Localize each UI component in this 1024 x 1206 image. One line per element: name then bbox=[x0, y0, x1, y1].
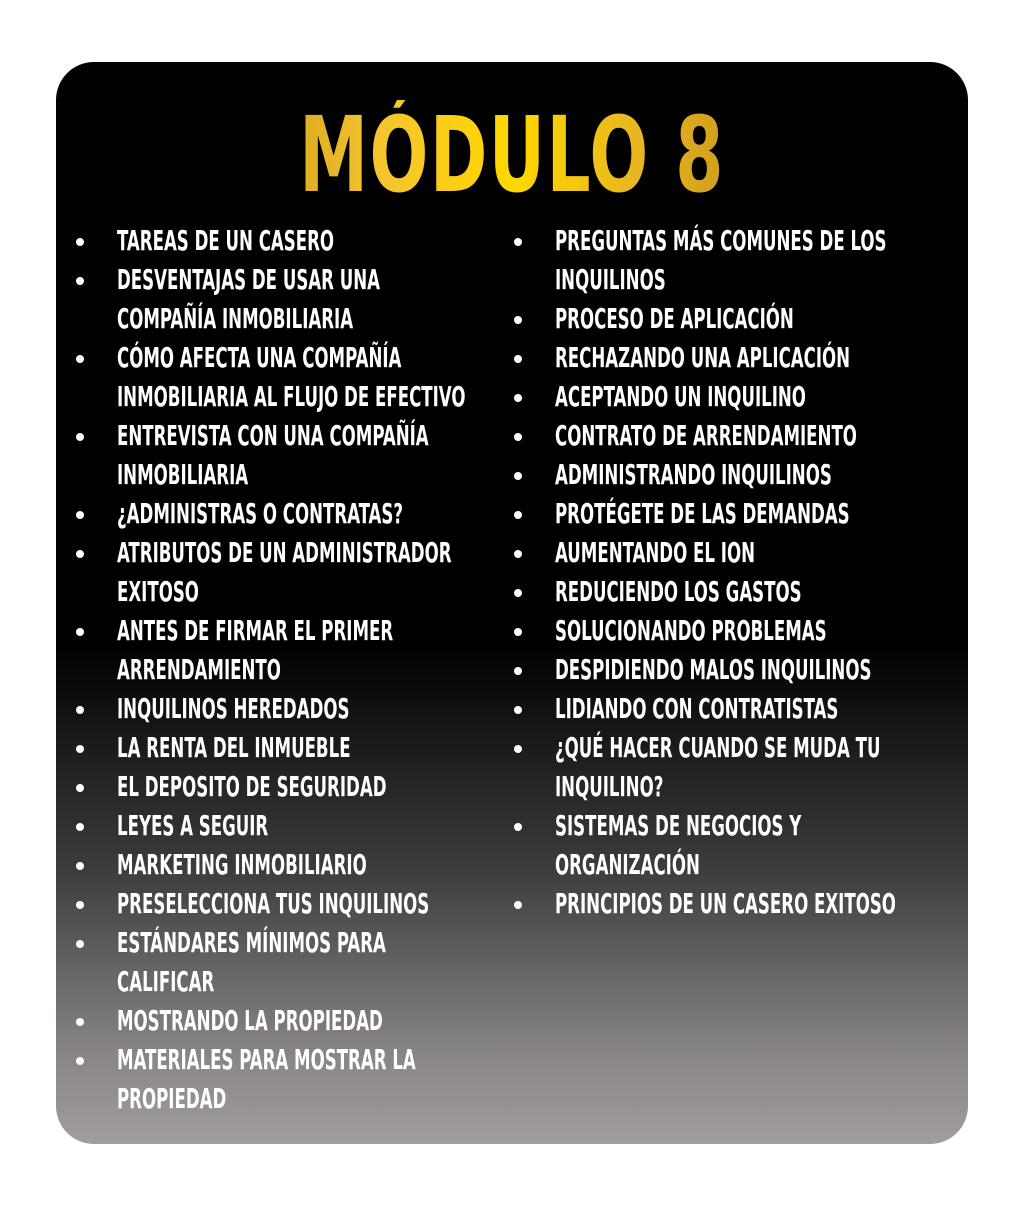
topic-item bbox=[56, 728, 476, 767]
topic-label bbox=[117, 845, 473, 884]
topic-label-line: AUMENTANDO EL ION bbox=[555, 536, 756, 569]
topic-item bbox=[56, 923, 476, 1001]
bullet-icon bbox=[76, 901, 84, 909]
topic-item bbox=[56, 494, 476, 533]
topic-label bbox=[555, 299, 911, 338]
bullet-icon bbox=[76, 238, 84, 246]
topic-label bbox=[555, 338, 911, 377]
topic-item bbox=[56, 221, 476, 260]
topic-item bbox=[494, 728, 914, 806]
topic-label-line: PRESELECCIONA TUS INQUILINOS bbox=[117, 887, 430, 920]
bullet-icon bbox=[76, 355, 84, 363]
topic-label-line: SOLUCIONANDO PROBLEMAS bbox=[555, 614, 827, 647]
topic-label-line: ARRENDAMIENTO bbox=[117, 653, 281, 686]
topic-label bbox=[117, 416, 473, 494]
topic-label-line: INMOBILIARIA bbox=[117, 458, 249, 491]
topic-label bbox=[117, 221, 473, 260]
module-card bbox=[56, 62, 968, 1144]
topic-label-line: PROCESO DE APLICACIÓN bbox=[555, 302, 794, 335]
topic-label-line: ADMINISTRANDO INQUILINOS bbox=[555, 458, 832, 491]
topic-item bbox=[56, 845, 476, 884]
bullet-icon bbox=[514, 394, 522, 402]
topic-label-line: CÓMO AFECTA UNA COMPAÑÍA bbox=[117, 341, 402, 374]
bullet-icon bbox=[514, 589, 522, 597]
topic-label bbox=[117, 689, 473, 728]
topic-label bbox=[117, 611, 473, 689]
topic-label bbox=[555, 650, 911, 689]
topic-label-line: INQUILINOS HEREDADOS bbox=[117, 692, 350, 725]
bullet-icon bbox=[514, 628, 522, 636]
topic-item bbox=[56, 338, 476, 416]
bullet-icon bbox=[514, 667, 522, 675]
bullet-icon bbox=[76, 706, 84, 714]
topic-item bbox=[494, 806, 914, 884]
topic-label bbox=[117, 884, 473, 923]
topic-item bbox=[494, 338, 914, 377]
topic-label bbox=[555, 533, 911, 572]
bullet-icon bbox=[76, 823, 84, 831]
topic-label bbox=[117, 806, 473, 845]
topic-label bbox=[117, 1040, 473, 1118]
topic-label-line: MOSTRANDO LA PROPIEDAD bbox=[117, 1004, 383, 1037]
topic-label-line: MARKETING INMOBILIARIO bbox=[117, 848, 367, 881]
bullet-icon bbox=[514, 433, 522, 441]
bullet-icon bbox=[514, 472, 522, 480]
topic-item bbox=[494, 572, 914, 611]
topic-label bbox=[117, 1001, 473, 1040]
bullet-icon bbox=[514, 355, 522, 363]
topic-label-line: MATERIALES PARA MOSTRAR LA bbox=[117, 1043, 416, 1076]
bullet-icon bbox=[514, 823, 522, 831]
topic-label-line: CONTRATO DE ARRENDAMIENTO bbox=[555, 419, 857, 452]
topic-label bbox=[117, 728, 473, 767]
topic-label bbox=[555, 377, 911, 416]
topic-label bbox=[555, 416, 911, 455]
topic-item bbox=[494, 611, 914, 650]
topic-label-line: EL DEPOSITO DE SEGURIDAD bbox=[117, 770, 387, 803]
bullet-icon bbox=[76, 1018, 84, 1026]
topic-label-line: ORGANIZACIÓN bbox=[555, 848, 700, 881]
topic-label-line: ¿ADMINISTRAS O CONTRATAS? bbox=[117, 497, 404, 530]
topic-label-line: ACEPTANDO UN INQUILINO bbox=[555, 380, 806, 413]
topic-label-line: REDUCIENDO LOS GASTOS bbox=[555, 575, 802, 608]
topic-list-left bbox=[56, 221, 476, 1118]
topic-item bbox=[56, 1040, 476, 1118]
topic-label-line: INQUILINO? bbox=[555, 770, 664, 803]
bullet-icon bbox=[514, 511, 522, 519]
topic-label-line: ENTREVISTA CON UNA COMPAÑÍA bbox=[117, 419, 429, 452]
topic-label bbox=[555, 689, 911, 728]
topic-label bbox=[117, 767, 473, 806]
bullet-icon bbox=[76, 940, 84, 948]
bullet-icon bbox=[76, 550, 84, 558]
topic-item bbox=[56, 260, 476, 338]
topic-label-line: COMPAÑÍA INMOBILIARIA bbox=[117, 302, 354, 335]
topic-label-line: ¿QUÉ HACER CUANDO SE MUDA TU bbox=[555, 731, 881, 764]
topic-item bbox=[494, 884, 914, 923]
topic-item bbox=[494, 494, 914, 533]
topic-label-line: DESVENTAJAS DE USAR UNA bbox=[117, 263, 381, 296]
module-title: MÓDULO 8 bbox=[175, 100, 850, 210]
topic-label-line: ANTES DE FIRMAR EL PRIMER bbox=[117, 614, 394, 647]
topic-label-line: EXITOSO bbox=[117, 575, 199, 608]
topic-label bbox=[555, 611, 911, 650]
topic-item bbox=[56, 611, 476, 689]
topic-item bbox=[494, 377, 914, 416]
topic-label-line: SISTEMAS DE NEGOCIOS Y bbox=[555, 809, 802, 842]
topic-item bbox=[56, 884, 476, 923]
topic-label bbox=[555, 806, 911, 884]
bullet-icon bbox=[76, 433, 84, 441]
topic-label bbox=[555, 728, 911, 806]
bullet-icon bbox=[76, 277, 84, 285]
topic-item bbox=[56, 533, 476, 611]
topic-item bbox=[56, 806, 476, 845]
topic-item bbox=[56, 767, 476, 806]
topic-label-line: PRINCIPIOS DE UN CASERO EXITOSO bbox=[555, 887, 896, 920]
bullet-icon bbox=[76, 628, 84, 636]
bullet-icon bbox=[514, 550, 522, 558]
bullet-icon bbox=[514, 316, 522, 324]
bullet-icon bbox=[514, 706, 522, 714]
topic-label bbox=[555, 884, 911, 923]
topic-item bbox=[494, 650, 914, 689]
topic-label bbox=[117, 494, 473, 533]
topic-label-line: CALIFICAR bbox=[117, 965, 215, 998]
topic-label bbox=[117, 338, 473, 416]
bullet-icon bbox=[76, 511, 84, 519]
topic-label-line: LIDIANDO CON CONTRATISTAS bbox=[555, 692, 839, 725]
topic-item bbox=[494, 299, 914, 338]
topic-label-line: INMOBILIARIA AL FLUJO DE EFECTIVO bbox=[117, 380, 466, 413]
topic-item bbox=[494, 689, 914, 728]
topic-label bbox=[117, 260, 473, 338]
bullet-icon bbox=[76, 862, 84, 870]
topic-label-line: RECHAZANDO UNA APLICACIÓN bbox=[555, 341, 851, 374]
topic-item bbox=[494, 455, 914, 494]
topic-label bbox=[555, 494, 911, 533]
topic-item bbox=[56, 416, 476, 494]
bullet-icon bbox=[514, 745, 522, 753]
bullet-icon bbox=[514, 901, 522, 909]
topic-label bbox=[555, 572, 911, 611]
topic-label-line: ESTÁNDARES MÍNIMOS PARA bbox=[117, 926, 386, 959]
topic-item bbox=[56, 1001, 476, 1040]
topic-label-line: DESPIDIENDO MALOS INQUILINOS bbox=[555, 653, 872, 686]
bullet-icon bbox=[76, 1057, 84, 1065]
topic-item bbox=[494, 221, 914, 299]
topic-item bbox=[494, 533, 914, 572]
bullet-icon bbox=[76, 784, 84, 792]
topic-label bbox=[555, 221, 911, 299]
topic-label-line: LEYES A SEGUIR bbox=[117, 809, 269, 842]
topic-item bbox=[494, 416, 914, 455]
topic-label-line: ATRIBUTOS DE UN ADMINISTRADOR bbox=[117, 536, 452, 569]
topic-label-line: PROTÉGETE DE LAS DEMANDAS bbox=[555, 497, 850, 530]
topic-item bbox=[56, 689, 476, 728]
topic-label-line: PREGUNTAS MÁS COMUNES DE LOS bbox=[555, 224, 887, 257]
topic-list-right bbox=[494, 221, 914, 923]
topic-label bbox=[117, 533, 473, 611]
topic-label-line: TAREAS DE UN CASERO bbox=[117, 224, 335, 257]
bullet-icon bbox=[514, 238, 522, 246]
topic-label bbox=[117, 923, 473, 1001]
topic-label-line: LA RENTA DEL INMUEBLE bbox=[117, 731, 351, 764]
topic-label bbox=[555, 455, 911, 494]
topic-label-line: PROPIEDAD bbox=[117, 1082, 227, 1115]
topic-label-line: INQUILINOS bbox=[555, 263, 666, 296]
bullet-icon bbox=[76, 745, 84, 753]
